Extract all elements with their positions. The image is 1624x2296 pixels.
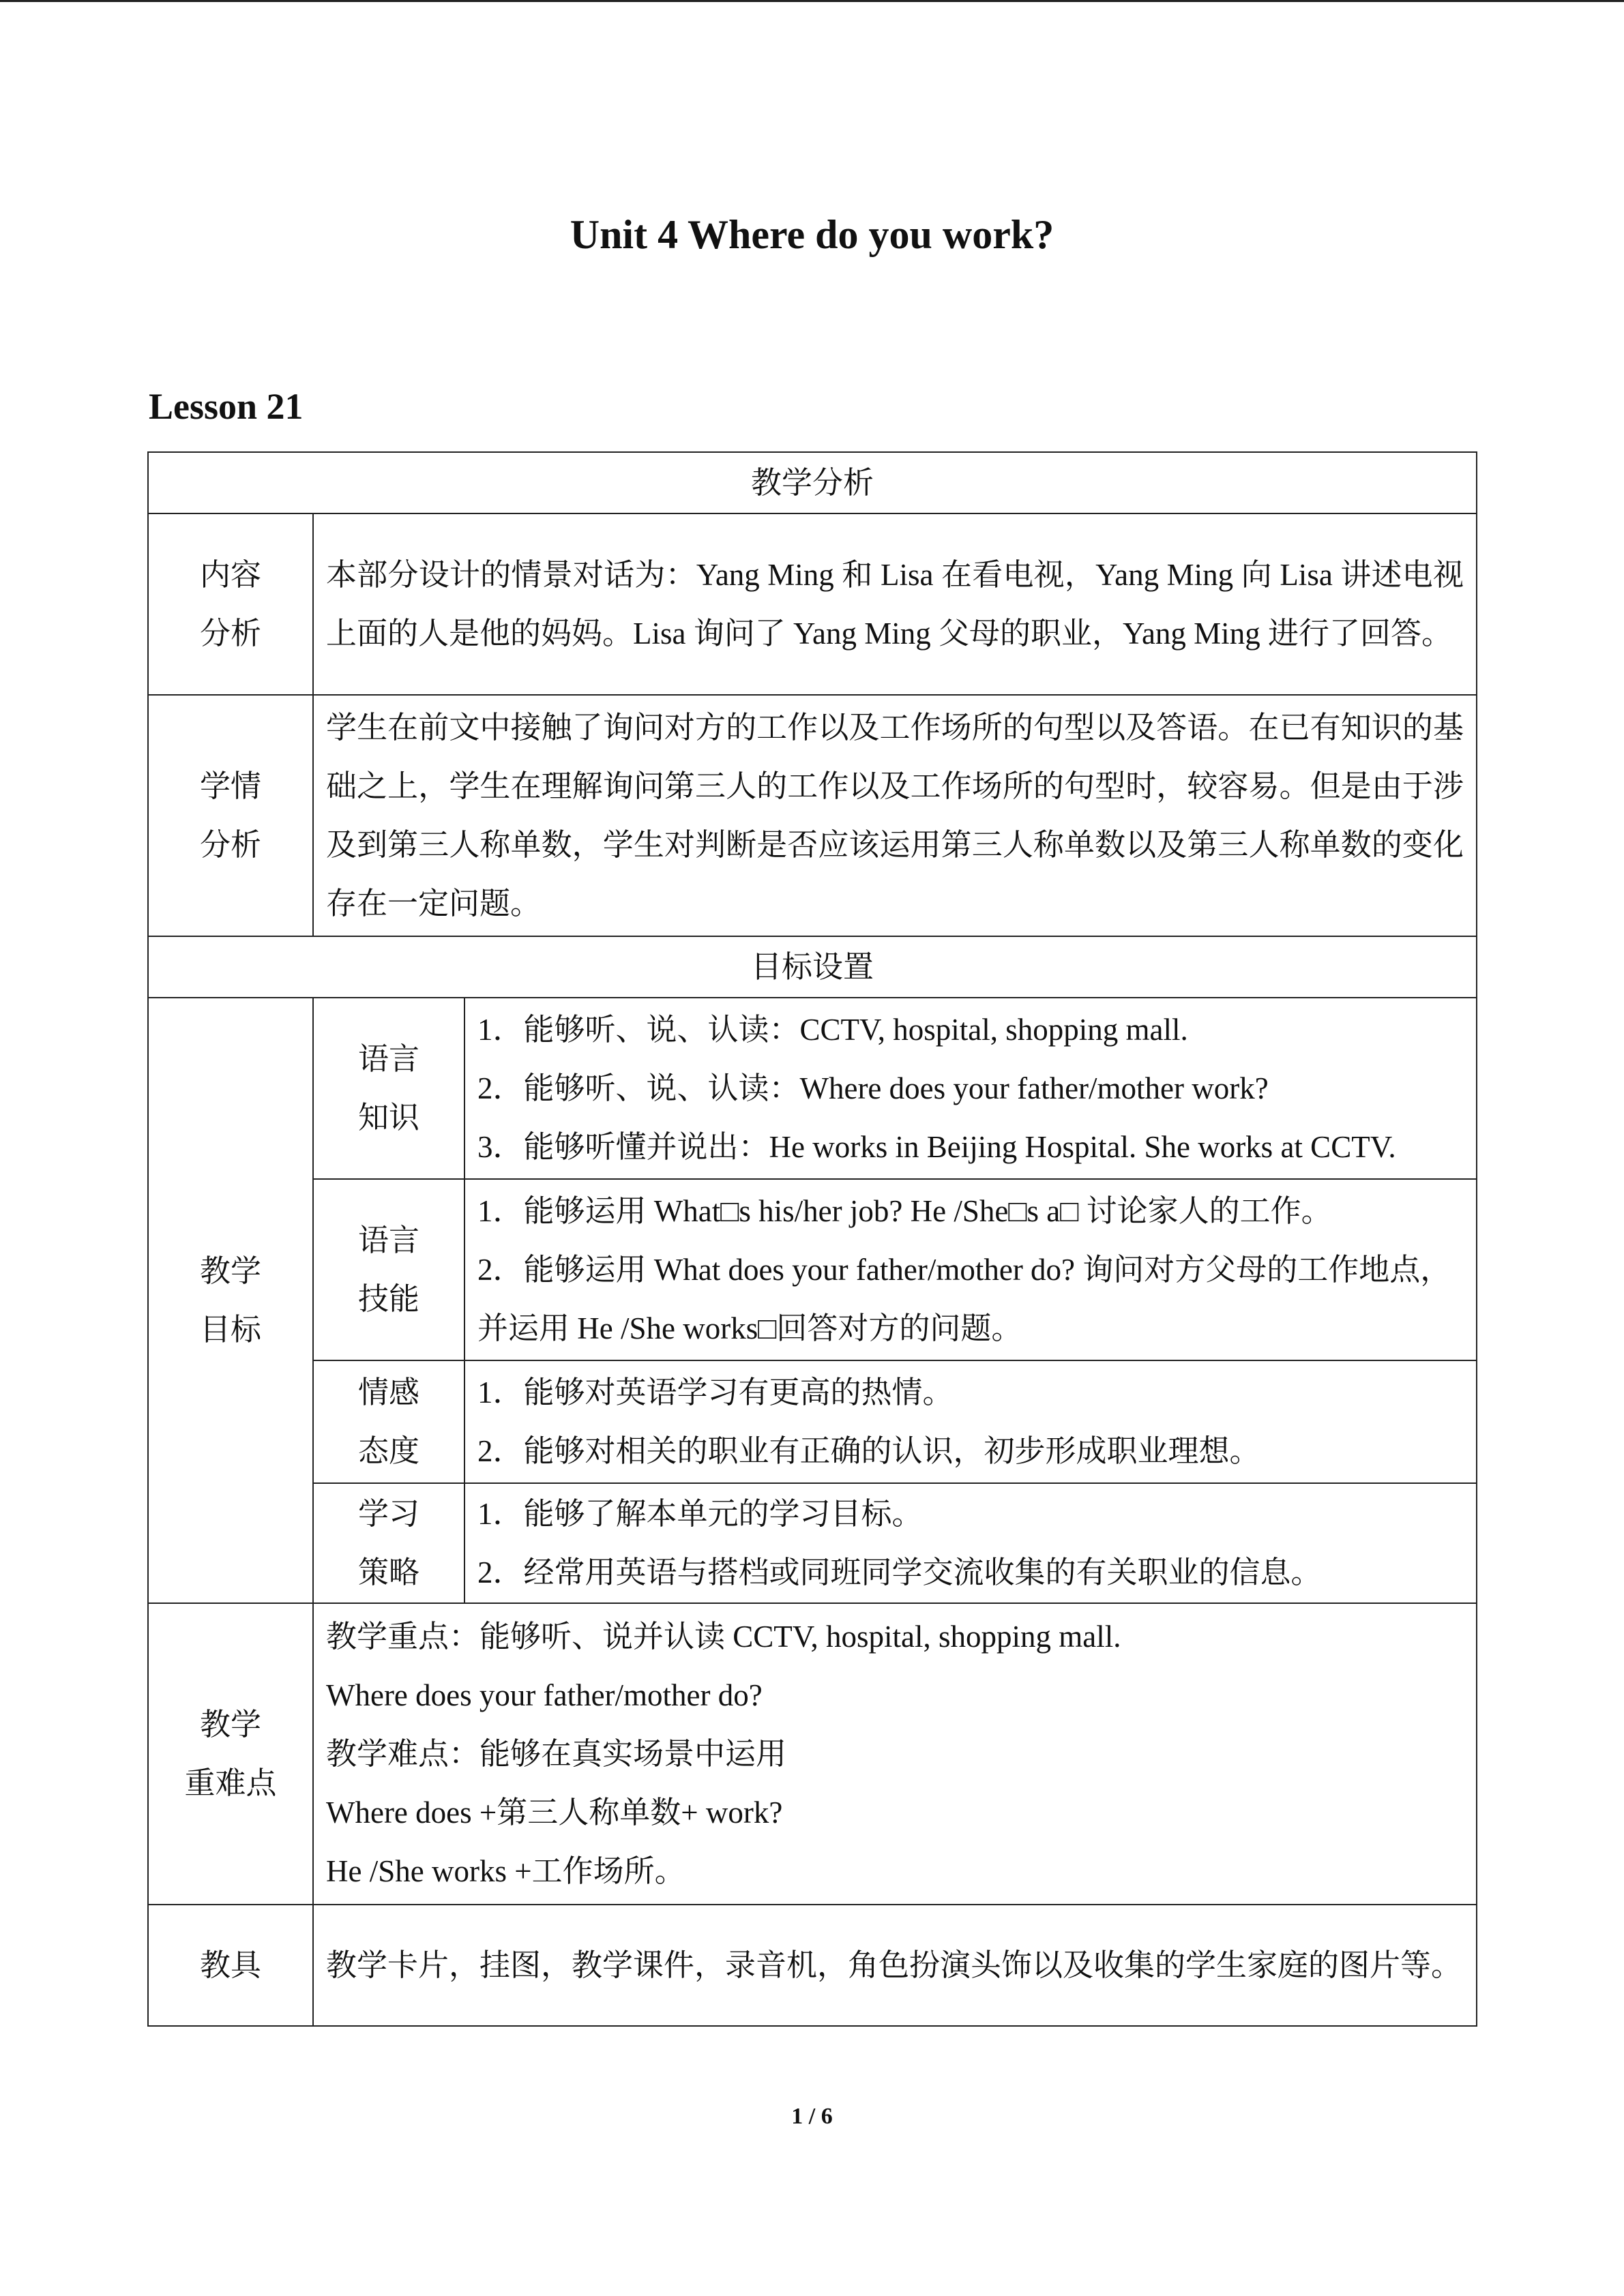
teaching-aids-text: 教学卡片，挂图，教学课件，录音机，角色扮演头饰以及收集的学生家庭的图片等。	[313, 1905, 1477, 2026]
student-analysis-text: 学生在前文中接触了询问对方的工作以及工作场所的句型以及答语。在已有知识的基础之上，学生在理解询问第三人的工作以及工作场所的句型时，较容易。但是由于涉及到第三人称单数，学生对判断是否应该运用第三人称单数以及第三人称单数的变化存在一定问题。	[313, 695, 1477, 936]
language-skills-items	[464, 1179, 1477, 1360]
lesson-plan-table	[147, 451, 1477, 2027]
label-learning-strategy	[313, 1483, 464, 1603]
key-points-line: 教学难点：能够在真实场景中运用	[326, 1737, 787, 1771]
section-row-goals	[148, 936, 1477, 998]
list-item: 1．能够对英语学习有更高的热情。	[477, 1375, 954, 1410]
row-student-analysis	[148, 695, 1477, 936]
label-line: 教学	[199, 1708, 261, 1742]
page-number: 1 / 6	[791, 2104, 833, 2129]
list-item: 2．能够运用 What does your father/mother do? 询问对方父母的工作地点，并运用 He /She works□回答对方的问题。	[477, 1253, 1451, 1345]
key-points-line: He /She works +工作场所。	[326, 1854, 685, 1888]
row-teaching-aids	[148, 1905, 1477, 2026]
label-line: 学情	[199, 769, 261, 803]
label-line: 策略	[357, 1555, 419, 1590]
key-points-text	[313, 1603, 1477, 1905]
label-line: 分析	[199, 616, 261, 651]
label-line: 语言	[357, 1223, 419, 1257]
row-language-skills	[148, 1179, 1477, 1360]
row-emotion-attitude	[148, 1360, 1477, 1483]
label-line: 语言	[357, 1042, 419, 1076]
label-line: 目标	[199, 1313, 261, 1347]
label-line: 情感	[357, 1375, 419, 1410]
key-points-line: Where does +第三人称单数+ work?	[326, 1795, 783, 1830]
label-line: 技能	[357, 1282, 419, 1316]
top-border-line	[0, 0, 1624, 2]
list-item: 3．能够听懂并说出：He works in Beijing Hospital. She works at CCTV.	[477, 1130, 1396, 1164]
row-content-analysis	[148, 513, 1477, 695]
label-line: 内容	[199, 558, 261, 592]
label-language-knowledge	[313, 998, 464, 1179]
list-item: 2．经常用英语与搭档或同班同学交流收集的有关职业的信息。	[477, 1555, 1322, 1590]
label-student-analysis	[148, 695, 313, 936]
lesson-heading: Lesson 21	[149, 386, 304, 427]
label-teaching-aids: 教具	[148, 1905, 313, 2026]
label-line: 态度	[357, 1434, 419, 1468]
content-analysis-text: 本部分设计的情景对话为：Yang Ming 和 Lisa 在看电视，Yang Ming 向 Lisa 讲述电视上面的人是他的妈妈。Lisa 询问了 Yang Ming 父母的职业，Yang Ming 进行了回答。	[313, 513, 1477, 695]
label-line: 学习	[357, 1497, 419, 1531]
label-key-points	[148, 1603, 313, 1905]
section-header-goals: 目标设置	[148, 936, 1477, 998]
row-language-knowledge	[148, 998, 1477, 1179]
label-line: 知识	[357, 1101, 419, 1135]
label-line: 分析	[199, 828, 261, 862]
row-learning-strategy	[148, 1483, 1477, 1603]
row-key-points	[148, 1603, 1477, 1905]
document-title: Unit 4 Where do you work?	[570, 212, 1054, 257]
list-item: 2．能够对相关的职业有正确的认识，初步形成职业理想。	[477, 1434, 1260, 1468]
label-content-analysis	[148, 513, 313, 695]
label-emotion-attitude	[313, 1360, 464, 1483]
label-line: 教学	[199, 1254, 261, 1288]
key-points-line: 教学重点：能够听、说并认读 CCTV, hospital, shopping mall.	[326, 1620, 1121, 1654]
section-header-analysis: 教学分析	[148, 452, 1477, 513]
list-item: 1．能够听、说、认读：CCTV, hospital, shopping mall.	[477, 1013, 1188, 1047]
learning-strategy-items	[464, 1483, 1477, 1603]
list-item: 1．能够运用 What□s his/her job? He /She□s a□ 讨论家人的工作。	[477, 1194, 1332, 1228]
label-line: 重难点	[184, 1766, 277, 1800]
label-language-skills	[313, 1179, 464, 1360]
label-teaching-goals	[148, 998, 313, 1603]
emotion-attitude-items	[464, 1360, 1477, 1483]
list-item: 1．能够了解本单元的学习目标。	[477, 1497, 923, 1531]
key-points-line: Where does your father/mother do?	[326, 1678, 763, 1712]
language-knowledge-items	[464, 998, 1477, 1179]
list-item: 2．能够听、说、认读：Where does your father/mother work?	[477, 1071, 1269, 1105]
section-row-analysis	[148, 452, 1477, 513]
